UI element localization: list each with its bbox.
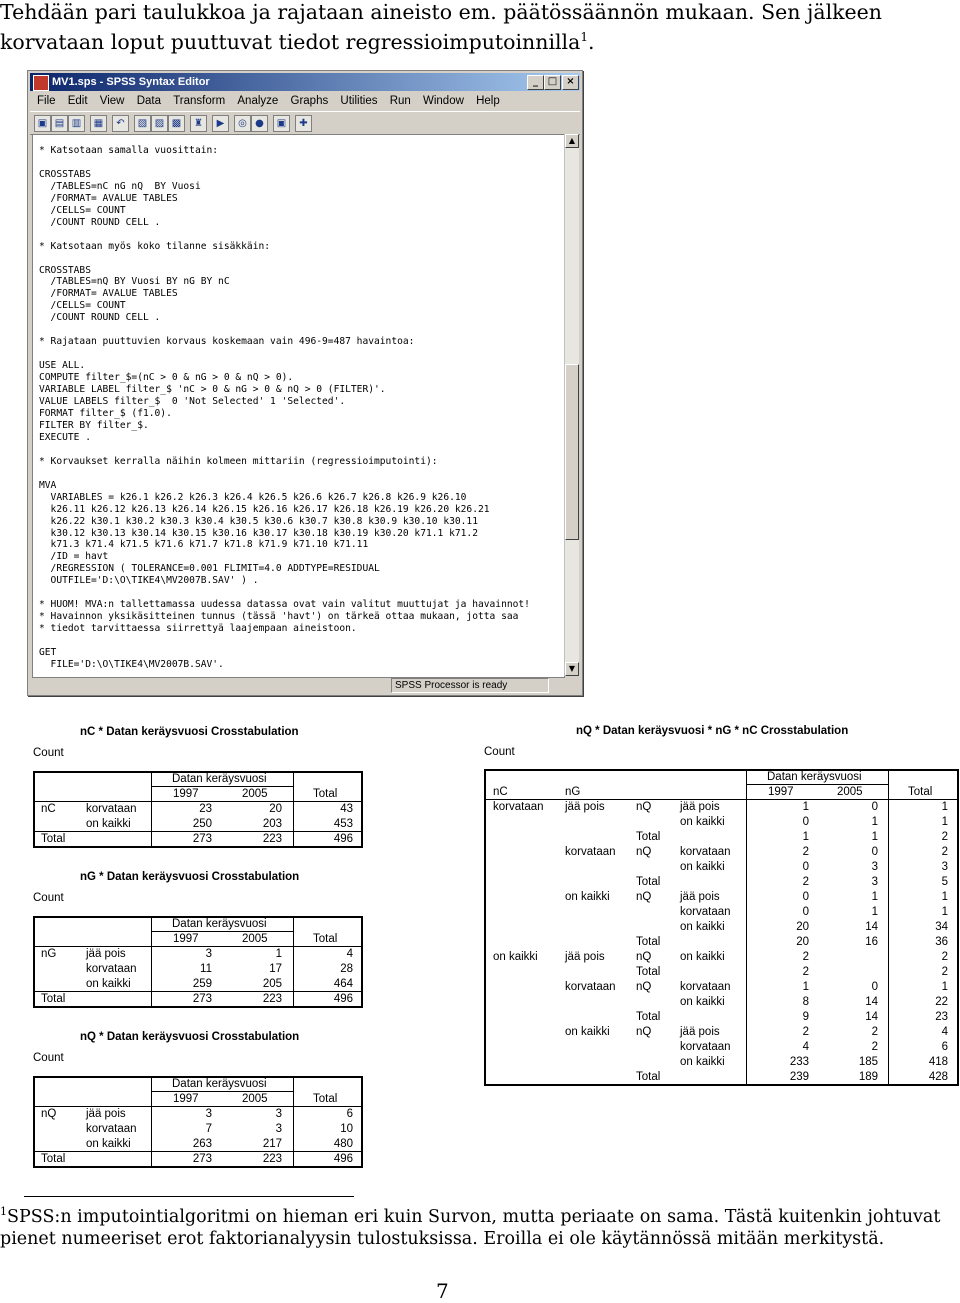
row-label: on kaikki bbox=[493, 951, 538, 963]
table-cell: 6 bbox=[346, 1108, 353, 1120]
table-cell: 3 bbox=[275, 1123, 282, 1135]
table-cell: 23 bbox=[199, 803, 212, 815]
table-cell: 2 bbox=[802, 1026, 809, 1038]
table-cell: 217 bbox=[262, 1138, 282, 1150]
row-label: korvataan bbox=[565, 846, 616, 858]
nq-table-title: nQ * Datan keräysvuosi Crosstabulation bbox=[80, 1031, 300, 1043]
show-all-icon[interactable]: ✚ bbox=[295, 115, 312, 132]
table-cell: 4 bbox=[346, 948, 353, 960]
status-bar bbox=[30, 678, 580, 693]
table-cell: 263 bbox=[192, 1138, 212, 1150]
row-label: on kaikki bbox=[680, 996, 725, 1008]
window-titlebar bbox=[30, 73, 580, 91]
table-cell: 3 bbox=[205, 1108, 212, 1120]
table-cell: 0 bbox=[802, 816, 809, 828]
table-row: on kaikki bbox=[86, 978, 131, 990]
row-label: Total bbox=[636, 966, 661, 978]
menu-transform[interactable]: Transform bbox=[173, 95, 226, 107]
table-cell: 205 bbox=[262, 978, 282, 990]
minimize-button[interactable]: _ bbox=[527, 75, 544, 90]
row-label: Total bbox=[636, 1071, 661, 1083]
table-cell: 14 bbox=[865, 1011, 878, 1023]
table-cell: 223 bbox=[262, 833, 282, 845]
table-cell: 17 bbox=[269, 963, 282, 975]
menu-edit[interactable]: Edit bbox=[67, 95, 88, 107]
undo-icon[interactable]: ↶ bbox=[112, 115, 129, 132]
row-label: on kaikki bbox=[680, 921, 725, 933]
table-cell: 0 bbox=[871, 801, 878, 813]
menu-graphs[interactable]: Graphs bbox=[290, 95, 329, 107]
table-cell: 1 bbox=[871, 816, 878, 828]
run-icon[interactable]: ▶ bbox=[212, 115, 229, 132]
table-cell: 4 bbox=[941, 1026, 948, 1038]
nq-header-total: Total bbox=[313, 1093, 338, 1105]
table-cell: 0 bbox=[871, 981, 878, 993]
table-cell: 16 bbox=[865, 936, 878, 948]
table-row: on kaikki bbox=[86, 1138, 131, 1150]
table-cell: 2 bbox=[802, 846, 809, 858]
table-cell: 20 bbox=[796, 921, 809, 933]
table-row: korvataan bbox=[86, 963, 137, 975]
big-header-datan: Datan keräysvuosi bbox=[767, 771, 862, 783]
table-cell: 2 bbox=[941, 951, 948, 963]
table-cell: 250 bbox=[192, 818, 212, 830]
table-cell: 1 bbox=[802, 981, 809, 993]
table-cell: 223 bbox=[262, 1153, 282, 1165]
table-cell: 3 bbox=[275, 1108, 282, 1120]
table-cell: 9 bbox=[802, 1011, 809, 1023]
nc-header-total: Total bbox=[313, 788, 338, 800]
big-header-2005: 2005 bbox=[837, 786, 863, 798]
row-label: Total bbox=[636, 831, 661, 843]
nq-var-label: nQ bbox=[41, 1108, 57, 1120]
table-cell: 14 bbox=[865, 996, 878, 1008]
nc-total-label: Total bbox=[41, 833, 66, 845]
table-cell: 0 bbox=[802, 861, 809, 873]
table-cell: 189 bbox=[858, 1071, 878, 1083]
table-cell: 3 bbox=[871, 876, 878, 888]
scroll-up-icon[interactable]: ▲ bbox=[565, 134, 579, 148]
nq-total-label: Total bbox=[41, 1153, 66, 1165]
row-label: korvataan bbox=[680, 981, 731, 993]
row-label: nQ bbox=[636, 891, 652, 903]
table-cell: 6 bbox=[941, 1041, 948, 1053]
nc-header-1997: 1997 bbox=[173, 788, 199, 800]
syntax-code: * Katsotaan samalla vuosittain: CROSSTABS /TABLES=nC nG nQ BY Vuosi /FORMAT= AVALUE TABLES /CELLS= COUNT /COUNT ROUND CELL . * Katsotaan myös koko tilanne sisäkkäin: CROSSTABS /TABLES=nQ BY Vuosi BY nG BY nC /FORMAT= AVALUE TABLES /CELLS= COUNT /COUNT ROUND CELL . * Rajataan puuttuvien korvaus koskemaan vain 496-9=487 havaintoa: USE ALL. COMPUTE filter_$=(nC > 0 & nG > 0 & nQ > 0). VARIABLE LABEL filter_$ 'nC > 0 & nG > 0 & nQ > 0 (FILTER)'. VALUE LABELS filter_$ 0 'Not Selected' 1 'Selected'. FORMAT filter_$ (f1.0). FILTER BY filter_$. EXECUTE . * Korvaukset kerralla näihin kolmeen mittariin (regressioimputointi): MVA VARIABLES = k26.1 k26.2 k26.3 k26.4 k26.5 k26.6 k26.7 k26.8 k26.9 k26.10 k26.11 k26.12 k26.13 k26.14 k26.15 k26.16 k26.17 k26.18 k26.19 k26.20 k26.21 k26.22 k30.1 k30.2 k30.3 k30.4 k30.5 k30.6 k30.7 k30.8 k30.9 k30.10 k30.11 k30.12 k30.13 k30.14 k30.15 k30.16 k30.17 k30.18 k30.19 k30.20 k71.1 k71.2 k71.3 k71.4 k71.5 k71.6 k71.7 k71.8 k71.9 k71.10 k71.11 /ID = havt /REGRESSION ( TOLERANCE=0.001 FLIMIT=4.0 ADDTYPE=RESIDUAL OUTFILE='D:\O\TIKE4\MV2007B.SAV' ) . * HUOM! MVA:n tallettamassa uudessa datassa ovat vain valitut muuttujat ja havainnot! * Havainnon yksikäsitteinen tunnus (tässä 'havt') on tärkeä ottaa mukaan, jotta saa * tiedot tarvittaessa siirrettyä laajempaan aineistoon. GET FILE='D:\O\TIKE4\MV2007B.SAV'. bbox=[39, 145, 530, 670]
row-label: nQ bbox=[636, 1026, 652, 1038]
goto-case-icon[interactable]: ▩ bbox=[168, 115, 185, 132]
table-cell: 239 bbox=[789, 1071, 809, 1083]
row-label: korvataan bbox=[680, 1041, 731, 1053]
ng-var-label: nG bbox=[41, 948, 57, 960]
menu-utilities[interactable]: Utilities bbox=[340, 95, 378, 107]
menu-data[interactable]: Data bbox=[136, 95, 161, 107]
table-cell: 273 bbox=[192, 993, 212, 1005]
table-row: korvataan bbox=[86, 803, 137, 815]
table-cell: 1 bbox=[275, 948, 282, 960]
menu-file[interactable]: File bbox=[37, 95, 56, 107]
table-cell: 1 bbox=[871, 831, 878, 843]
table-cell: 259 bbox=[192, 978, 212, 990]
open-icon[interactable]: ▣ bbox=[34, 115, 51, 132]
syntax-editor-area[interactable] bbox=[32, 134, 565, 678]
maximize-button[interactable]: □ bbox=[544, 75, 561, 90]
footnote: $^1$SPSS:n imputointialgoritmi on hieman eri kuin Survon, mutta periaate on sama. Tästä kuitenkin johtuvat pienet numeeriset erot faktorianalyysin tulostuksissa. Eroilla ei ole käytännössä mitään merkitystä. bbox=[0, 1205, 941, 1249]
table-cell: 223 bbox=[262, 993, 282, 1005]
table-cell: 22 bbox=[935, 996, 948, 1008]
table-cell: 496 bbox=[333, 1153, 353, 1165]
table-cell: 36 bbox=[935, 936, 948, 948]
row-label: Total bbox=[636, 1011, 661, 1023]
row-label: on kaikki bbox=[680, 951, 725, 963]
dialog-recall-icon[interactable]: ▦ bbox=[90, 115, 107, 132]
ng-total-label: Total bbox=[41, 993, 66, 1005]
vertical-scrollbar[interactable] bbox=[564, 134, 579, 676]
nq-count-label: Count bbox=[33, 1052, 64, 1064]
table-cell: 1 bbox=[871, 891, 878, 903]
table-cell: 7 bbox=[205, 1123, 212, 1135]
table-cell: 0 bbox=[871, 846, 878, 858]
nc-header-datan: Datan keräysvuosi bbox=[172, 773, 267, 785]
big-header-total: Total bbox=[908, 786, 933, 798]
nc-count-label: Count bbox=[33, 747, 64, 759]
row-label: korvataan bbox=[565, 981, 616, 993]
row-label: Total bbox=[636, 936, 661, 948]
row-label: jää pois bbox=[680, 1026, 720, 1038]
menu-bar bbox=[30, 92, 580, 110]
row-label: jää pois bbox=[680, 891, 720, 903]
goto-data-icon[interactable]: ▧ bbox=[134, 115, 151, 132]
table-cell: 1 bbox=[941, 801, 948, 813]
table-cell: 0 bbox=[802, 906, 809, 918]
window-title: MV1.sps - SPSS Syntax Editor bbox=[52, 76, 210, 88]
table-cell: 2 bbox=[802, 951, 809, 963]
table-cell: 233 bbox=[789, 1056, 809, 1068]
menu-help[interactable]: Help bbox=[476, 95, 500, 107]
table-row: jää pois bbox=[86, 948, 126, 960]
table-cell: 3 bbox=[941, 861, 948, 873]
big-header-ng: nG bbox=[565, 786, 581, 798]
row-label: on kaikki bbox=[565, 1026, 610, 1038]
row-label: nQ bbox=[636, 951, 652, 963]
table-cell: 3 bbox=[205, 948, 212, 960]
variables-icon[interactable]: ▨ bbox=[151, 115, 168, 132]
toolbar bbox=[30, 111, 580, 135]
nc-var-label: nC bbox=[41, 803, 56, 815]
table-cell: 273 bbox=[192, 833, 212, 845]
table-cell: 11 bbox=[200, 963, 212, 975]
big-count-label: Count bbox=[484, 746, 515, 758]
table-cell: 1 bbox=[871, 906, 878, 918]
table-cell: 273 bbox=[192, 1153, 212, 1165]
table-cell: 34 bbox=[935, 921, 948, 933]
table-cell: 1 bbox=[941, 891, 948, 903]
big-table-title: nQ * Datan keräysvuosi * nG * nC Crosstabulation bbox=[576, 725, 849, 737]
table-cell: 418 bbox=[928, 1056, 948, 1068]
nq-header-2005: 2005 bbox=[242, 1093, 268, 1105]
row-label: nQ bbox=[636, 846, 652, 858]
table-cell: 2 bbox=[802, 876, 809, 888]
table-cell: 1 bbox=[941, 906, 948, 918]
table-cell: 23 bbox=[935, 1011, 948, 1023]
table-cell: 2 bbox=[941, 966, 948, 978]
find-icon[interactable]: ♜ bbox=[190, 115, 207, 132]
table-cell: 8 bbox=[802, 996, 809, 1008]
row-label: on kaikki bbox=[565, 891, 610, 903]
big-header-1997: 1997 bbox=[768, 786, 794, 798]
menu-view[interactable]: View bbox=[99, 95, 125, 107]
nc-table-title: nC * Datan keräysvuosi Crosstabulation bbox=[80, 726, 299, 738]
table-cell: 453 bbox=[333, 818, 353, 830]
ng-header-total: Total bbox=[313, 933, 338, 945]
nc-header-2005: 2005 bbox=[242, 788, 268, 800]
table-cell: 43 bbox=[340, 803, 353, 815]
scroll-down-icon[interactable]: ▼ bbox=[565, 662, 579, 676]
menu-run[interactable]: Run bbox=[389, 95, 411, 107]
intro-paragraph: Tehdään pari taulukkoa ja rajataan aineisto em. päätössäännön mukaan. Sen jälkeen korvataan loput puuttuvat tiedot regressioimputoinnilla$^1$. bbox=[0, 0, 883, 54]
save-icon[interactable]: ▤ bbox=[51, 115, 68, 132]
table-cell: 14 bbox=[865, 921, 878, 933]
spss-syntax-editor-window bbox=[27, 70, 583, 696]
row-label: nQ bbox=[636, 981, 652, 993]
table-cell: 20 bbox=[269, 803, 282, 815]
table-cell: 3 bbox=[871, 861, 878, 873]
table-cell: 0 bbox=[802, 891, 809, 903]
table-cell: 480 bbox=[333, 1138, 353, 1150]
table-row: korvataan bbox=[86, 1123, 137, 1135]
table-cell: 5 bbox=[941, 876, 948, 888]
table-row: on kaikki bbox=[86, 818, 131, 830]
ng-header-2005: 2005 bbox=[242, 933, 268, 945]
table-cell: 10 bbox=[340, 1123, 353, 1135]
menu-window[interactable]: Window bbox=[423, 95, 464, 107]
table-cell: 1 bbox=[941, 981, 948, 993]
table-row: jää pois bbox=[86, 1108, 126, 1120]
table-cell: 4 bbox=[802, 1041, 809, 1053]
value-labels-icon[interactable]: ● bbox=[251, 115, 268, 132]
table-cell: 2 bbox=[941, 846, 948, 858]
row-label: Total bbox=[636, 876, 661, 888]
ng-count-label: Count bbox=[33, 892, 64, 904]
table-cell: 1 bbox=[802, 831, 809, 843]
table-cell: 2 bbox=[871, 1026, 878, 1038]
big-header-nc: nC bbox=[493, 786, 508, 798]
table-cell: 428 bbox=[928, 1071, 948, 1083]
syntax-help-icon[interactable]: ◎ bbox=[234, 115, 251, 132]
table-cell: 2 bbox=[802, 966, 809, 978]
scroll-thumb[interactable] bbox=[565, 364, 579, 540]
footnote-rule bbox=[24, 1196, 354, 1197]
ng-table-title: nG * Datan keräysvuosi Crosstabulation bbox=[80, 871, 300, 883]
ng-header-datan: Datan keräysvuosi bbox=[172, 918, 267, 930]
table-cell: 496 bbox=[333, 993, 353, 1005]
row-label: on kaikki bbox=[680, 816, 725, 828]
status-text: SPSS Processor is ready bbox=[391, 678, 549, 693]
table-cell: 203 bbox=[262, 818, 282, 830]
nq-header-datan: Datan keräysvuosi bbox=[172, 1078, 267, 1090]
table-cell: 185 bbox=[858, 1056, 878, 1068]
row-label: jää pois bbox=[565, 951, 605, 963]
menu-analyze[interactable]: Analyze bbox=[237, 95, 279, 107]
table-cell: 1 bbox=[941, 816, 948, 828]
nq-header-1997: 1997 bbox=[173, 1093, 199, 1105]
table-cell: 28 bbox=[340, 963, 353, 975]
row-label: korvataan bbox=[493, 801, 544, 813]
ng-header-1997: 1997 bbox=[173, 933, 199, 945]
row-label: on kaikki bbox=[680, 1056, 725, 1068]
row-label: nQ bbox=[636, 801, 652, 813]
table-cell: 2 bbox=[941, 831, 948, 843]
row-label: korvataan bbox=[680, 906, 731, 918]
app-icon bbox=[33, 75, 49, 91]
table-cell: 464 bbox=[333, 978, 353, 990]
row-label: on kaikki bbox=[680, 861, 725, 873]
table-cell: 2 bbox=[871, 1041, 878, 1053]
table-cell: 1 bbox=[802, 801, 809, 813]
row-label: jää pois bbox=[680, 801, 720, 813]
row-label: korvataan bbox=[680, 846, 731, 858]
print-icon[interactable]: ▥ bbox=[68, 115, 85, 132]
row-label: jää pois bbox=[565, 801, 605, 813]
page-number: 7 bbox=[436, 1279, 449, 1303]
table-cell: 20 bbox=[796, 936, 809, 948]
close-button[interactable]: × bbox=[562, 75, 579, 90]
table-cell: 496 bbox=[333, 833, 353, 845]
use-sets-icon[interactable]: ▣ bbox=[273, 115, 290, 132]
